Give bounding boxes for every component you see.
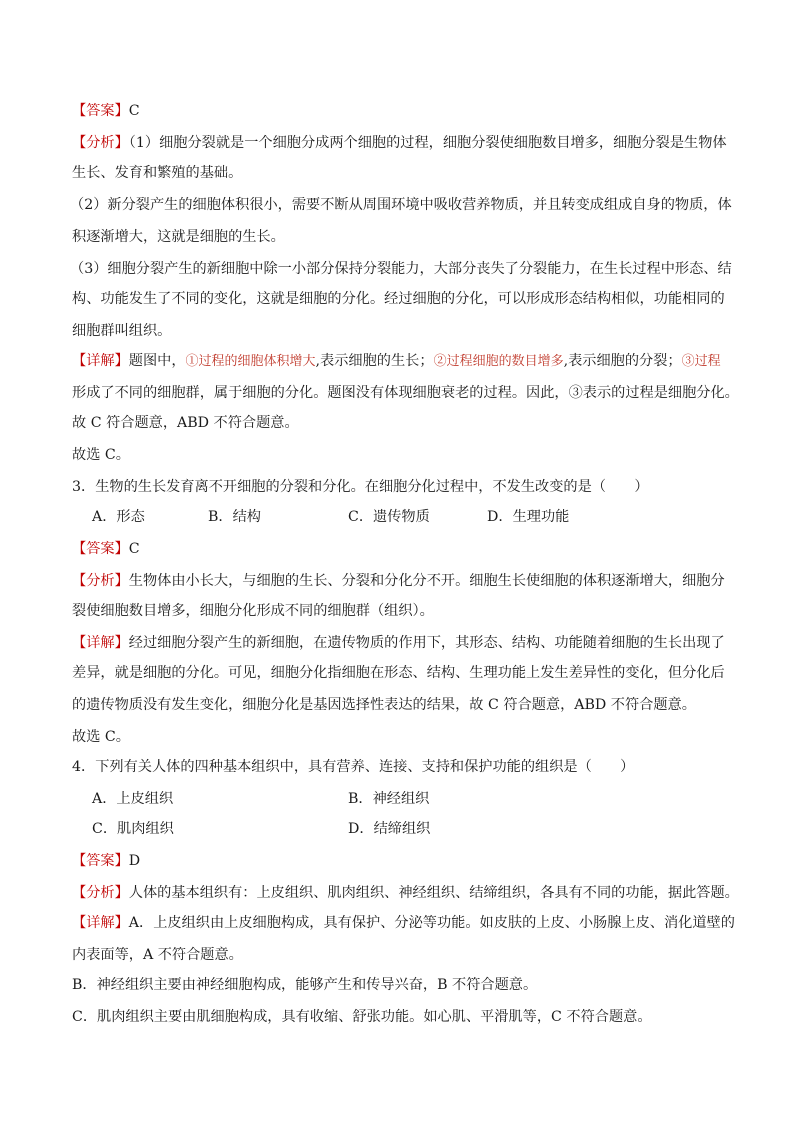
answer-value: C [128, 103, 140, 119]
q4-option-a: A．上皮组织 [92, 791, 174, 807]
detail-line: 形成了不同的细胞群，属于细胞的分化。题图没有体现细胞衰老的过程。因此，③表示的过程是细胞分化。 [72, 385, 739, 401]
analysis-tag: 【分析】 [72, 573, 129, 589]
q4-option-c: C．肌肉组织 [92, 821, 174, 837]
analysis-line [72, 133, 758, 153]
conclusion-line: 故选 C。 [72, 447, 130, 463]
detail-line [72, 351, 758, 372]
detail-line: 内表面等，A 不符合题意。 [72, 947, 243, 963]
answer-value: C [128, 541, 140, 557]
q3-option-b: B．结构 [208, 509, 261, 525]
answer-line [72, 539, 758, 559]
q4-option-b: B．神经组织 [348, 791, 430, 807]
detail-line: B．神经组织主要由神经细胞构成，能够产生和传导兴奋，B 不符合题意。 [72, 977, 538, 993]
detail-line [72, 633, 758, 653]
detail-text: A．上皮组织由上皮细胞构成，具有保护、分泌等功能。如皮肤的上皮、小肠腺上皮、消化道壁的 [128, 915, 735, 931]
analysis-line: 构、功能发生了不同的变化，这就是细胞的分化。经过细胞的分化，可以形成形态结构相似，功能相同的 [72, 291, 725, 307]
detail-text: 经过细胞分裂产生的新细胞，在遗传物质的作用下，其形态、结构、功能随着细胞的生长出现了 [128, 635, 725, 651]
analysis-tag: 【分析】 [72, 885, 129, 901]
detail-highlight: ③过程 [681, 354, 721, 369]
detail-tag: 【详解】 [72, 353, 129, 369]
q3-option-d: D．生理功能 [487, 509, 570, 525]
q3-option-a: A．形态 [92, 509, 145, 525]
analysis-tag: 【分析】 [72, 135, 129, 151]
answer-tag: 【答案】 [72, 853, 129, 869]
detail-highlight: ①过程的细胞体积增大 [185, 354, 316, 369]
question-3-stem: 3．生物的生长发育离不开细胞的分裂和分化。在细胞分化过程中，不发生改变的是（ ） [72, 479, 649, 495]
detail-text: ,表示细胞的生长 [315, 353, 420, 369]
detail-text: 题图中， [128, 353, 186, 369]
analysis-line [72, 883, 758, 903]
analysis-line: 生长、发育和繁殖的基础。 [72, 165, 243, 181]
analysis-line: 积逐渐增大，这就是细胞的生长。 [72, 229, 285, 245]
analysis-text: （1）细胞分裂就是一个细胞分成两个细胞的过程，细胞分裂使细胞数目增多，细胞分裂是生物体 [128, 135, 727, 151]
answer-line [72, 101, 758, 121]
analysis-line: （3）细胞分裂产生的新细胞中除一小部分保持分裂能力，大部分丧失了分裂能力，在生长过程中形态、结 [70, 261, 732, 277]
analysis-text: 生物体由小长大，与细胞的生长、分裂和分化分不开。细胞生长使细胞的体积逐渐增大，细胞分 [128, 573, 725, 589]
detail-tag: 【详解】 [72, 635, 129, 651]
conclusion-line: 故选 C。 [72, 729, 130, 745]
detail-text: ,表示细胞的分裂 [563, 353, 668, 369]
detail-line: 故 C 符合题意，ABD 不符合题意。 [72, 415, 299, 431]
q4-option-d: D．结缔组织 [348, 821, 431, 837]
q3-option-c: C．遗传物质 [348, 509, 430, 525]
detail-line: 的遗传物质没有发生变化，细胞分化是基因选择性表达的结果，故 C 符合题意，ABD 不符合题意。 [72, 697, 696, 713]
answer-tag: 【答案】 [72, 541, 129, 557]
analysis-line: 裂使细胞数目增多，细胞分化形成不同的细胞群（组织）。 [72, 603, 434, 619]
answer-value: D [128, 853, 141, 869]
analysis-line: （2）新分裂产生的细胞体积很小，需要不断从周围环境中吸收营养物质，并且转变成组成自身的物质，体 [70, 197, 732, 213]
analysis-text: 人体的基本组织有：上皮组织、肌肉组织、神经组织、结缔组织，各具有不同的功能，据此答题。 [128, 885, 739, 901]
question-4-stem: 4．下列有关人体的四种基本组织中，具有营养、连接、支持和保护功能的组织是（ ） [72, 759, 635, 775]
detail-line: C．肌肉组织主要由肌细胞构成，具有收缩、舒张功能。如心肌、平滑肌等，C 不符合题意。 [72, 1009, 652, 1025]
analysis-line: 细胞群叫组织。 [72, 323, 172, 339]
answer-tag: 【答案】 [72, 103, 129, 119]
detail-tag: 【详解】 [72, 915, 129, 931]
detail-highlight: ②过程细胞的数目增多 [433, 354, 564, 369]
detail-line: 差异，就是细胞的分化。可见，细胞分化指细胞在形态、结构、生理功能上发生差异性的变化，但分化后 [72, 665, 725, 681]
answer-line [72, 851, 758, 871]
analysis-line [72, 571, 758, 591]
detail-text: ； [419, 353, 434, 369]
detail-line [72, 913, 758, 933]
detail-text: ； [667, 353, 682, 369]
